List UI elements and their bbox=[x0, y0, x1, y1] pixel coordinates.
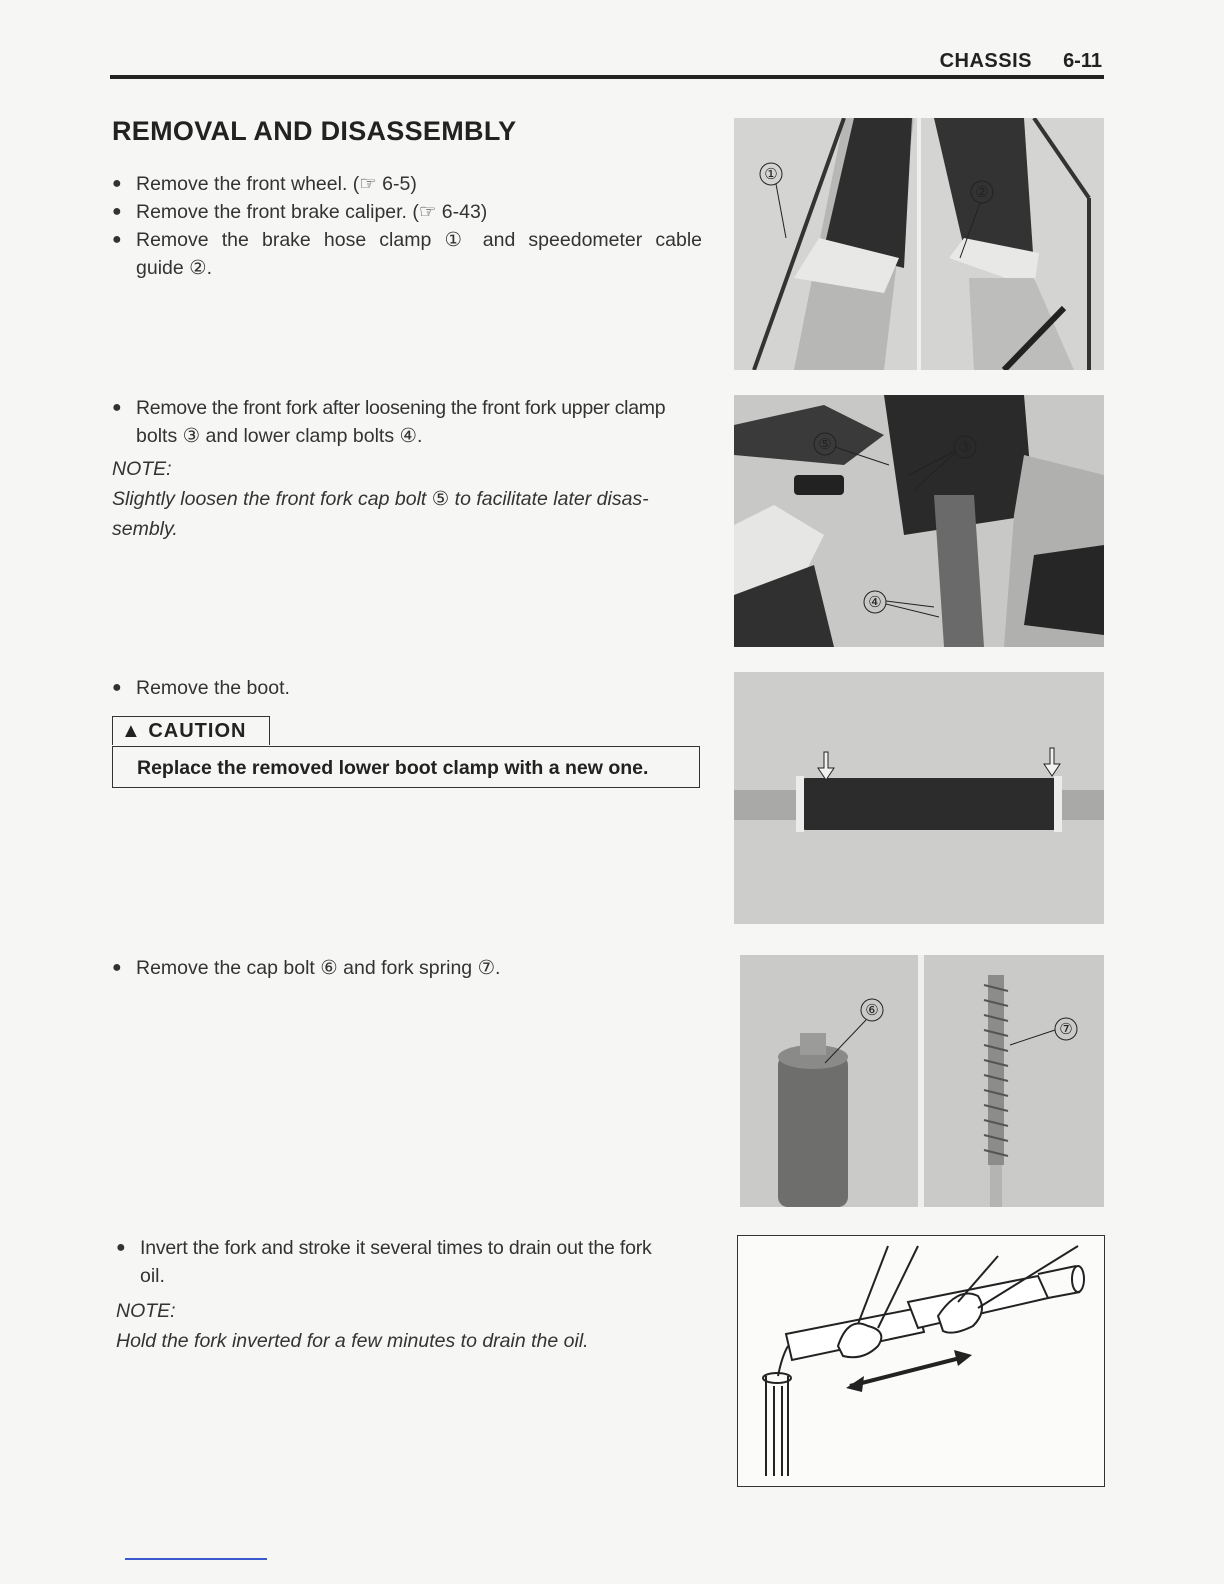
step-text-continued: oil. bbox=[140, 1265, 165, 1287]
header-rule bbox=[110, 75, 1104, 79]
callout-6: ⑥ bbox=[865, 1001, 879, 1019]
note-line-1: Slightly loosen the front fork cap bolt ⑤ to facilitate later disas- bbox=[112, 488, 649, 510]
note-label: NOTE: bbox=[116, 1300, 176, 1322]
callout-1: ① bbox=[764, 165, 778, 183]
photo-clamp-bolts bbox=[734, 395, 1104, 647]
step-remove-caliper bbox=[112, 198, 702, 226]
footer-line bbox=[125, 1558, 267, 1560]
photo-cap-bolt-spring bbox=[740, 955, 1104, 1207]
photo-fork-boots bbox=[734, 118, 1104, 370]
bullet: ● bbox=[112, 679, 122, 696]
callout-7: ⑦ bbox=[1059, 1020, 1073, 1038]
photo-boot bbox=[734, 672, 1104, 924]
note-text: Hold the fork inverted for a few minutes to drain the oil. bbox=[116, 1330, 589, 1352]
illustration-drain-oil bbox=[737, 1235, 1105, 1487]
header-page-number: 6-11 bbox=[1063, 50, 1102, 72]
step-remove-hose-clamp bbox=[112, 226, 702, 282]
step-text-continued: guide ②. bbox=[136, 257, 213, 279]
bullet: ● bbox=[112, 399, 122, 416]
step-remove-fork bbox=[112, 394, 702, 450]
bullet: ● bbox=[116, 1239, 126, 1256]
step-text-continued: bolts ③ and lower clamp bolts ④. bbox=[136, 425, 423, 447]
step-remove-cap-bolt bbox=[112, 954, 702, 982]
bullet: ● bbox=[112, 231, 122, 248]
callout-5: ⑤ bbox=[818, 435, 832, 453]
step-remove-wheel bbox=[112, 170, 702, 198]
step-text: Invert the fork and stroke it several times to drain out the fork bbox=[140, 1237, 652, 1259]
caution-label: ▲ CAUTION bbox=[112, 716, 270, 745]
step-text: Remove the front brake caliper. (☞ 6-43) bbox=[136, 201, 488, 223]
callout-2: ② bbox=[975, 183, 989, 201]
step-text: Remove the boot. bbox=[136, 677, 290, 699]
step-text: Remove the cap bolt ⑥ and fork spring ⑦. bbox=[136, 957, 501, 979]
step-text: Remove the front fork after loosening the front fork upper clamp bbox=[136, 397, 666, 419]
page-title: REMOVAL AND DISASSEMBLY bbox=[112, 116, 517, 146]
step-invert-fork bbox=[116, 1234, 706, 1290]
step-text: Remove the front wheel. (☞ 6-5) bbox=[136, 173, 417, 195]
note-text bbox=[112, 484, 702, 544]
header-section: CHASSIS bbox=[939, 50, 1032, 72]
step-text: Remove the brake hose clamp ① and speedometer cable bbox=[136, 229, 702, 251]
callout-3: ③ bbox=[958, 438, 972, 456]
step-remove-boot bbox=[112, 674, 702, 702]
caution-box: Replace the removed lower boot clamp with a new one. bbox=[112, 746, 700, 788]
note-label: NOTE: bbox=[112, 458, 172, 480]
bullet: ● bbox=[112, 203, 122, 220]
bullet: ● bbox=[112, 959, 122, 976]
bullet: ● bbox=[112, 175, 122, 192]
callout-4: ④ bbox=[868, 593, 882, 611]
note-line-2: sembly. bbox=[112, 518, 178, 540]
